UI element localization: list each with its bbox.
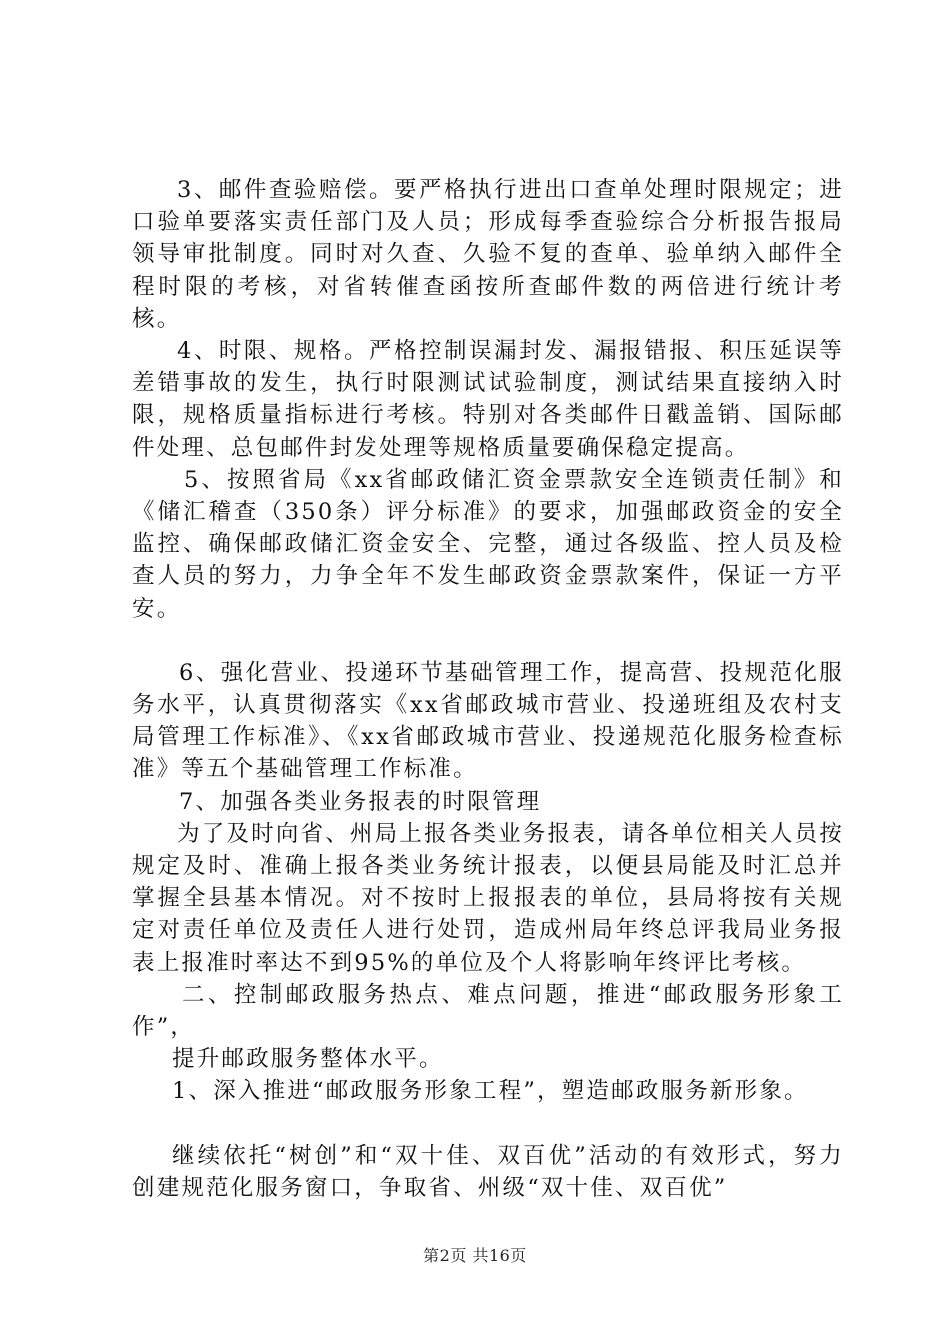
page-number-footer: 第2页 共16页: [423, 1246, 527, 1265]
paragraph-item-7-heading: 7、加强各类业务报表的时限管理: [179, 788, 542, 815]
section-heading-two: 二、控制邮政服务热点、难点问题，推进“邮政服务形象工作”，: [132, 981, 844, 1041]
paragraph-item-5: 5、按照省局《xx省邮政储汇资金票款安全连锁责任制》和《储汇稽查（350条）评分标准》的要求，加强邮政资金的安全监控、确保邮政储汇资金安全、完整，通过各级监、控人员及检查人员的努力，力争全年不发生邮政资金票款案件，保证一方平安。: [132, 466, 844, 622]
paragraph-continue: 继续依托“树创”和“双十佳、双百优”活动的有效形式，努力创建规范化服务窗口，争取省、州级“双十佳、双百优”: [132, 1142, 844, 1201]
section-heading-two-continued: 提升邮政服务整体水平。: [172, 1046, 444, 1073]
paragraph-item-4: 4、时限、规格。严格控制误漏封发、漏报错报、积压延误等差错事故的发生，执行时限测试试验制度，测试结果直接纳入时限，规格质量指标进行考核。特别对各类邮件日戳盖销、国际邮件处理、总包邮件封发处理等规格质量要确保稳定提高。: [132, 338, 844, 461]
paragraph-item-7-body: 为了及时向省、州局上报各类业务报表，请各单位相关人员按规定及时、准确上报各类业务统计报表，以便县局能及时汇总并掌握全县基本情况。对不按时上报报表的单位，县局将按有关规定对责任单位及责任人进行处罚，造成州局年终总评我局业务报表上报准时率达不到95%的单位及个人将影响年终评比考核。: [132, 820, 844, 976]
paragraph-sub-item-1: 1、深入推进“邮政服务形象工程”，塑造邮政服务新形象。: [172, 1078, 809, 1105]
paragraph-item-6: 6、强化营业、投递环节基础管理工作，提高营、投规范化服务水平，认真贯彻落实《xx省邮政城市营业、投递班组及农村支局管理工作标准》、《xx省邮政城市营业、投递规范化服务检查标准》等五个基础管理工作标准。: [132, 659, 844, 783]
paragraph-item-3: 3、邮件查验赔偿。要严格执行进出口查单处理时限规定；进口验单要落实责任部门及人员；形成每季查验综合分析报告报局领导审批制度。同时对久查、久验不复的查单、验单纳入邮件全程时限的考核，对省转催查函按所查邮件数的两倍进行统计考核。: [132, 177, 844, 332]
document-body: [132, 174, 844, 1204]
